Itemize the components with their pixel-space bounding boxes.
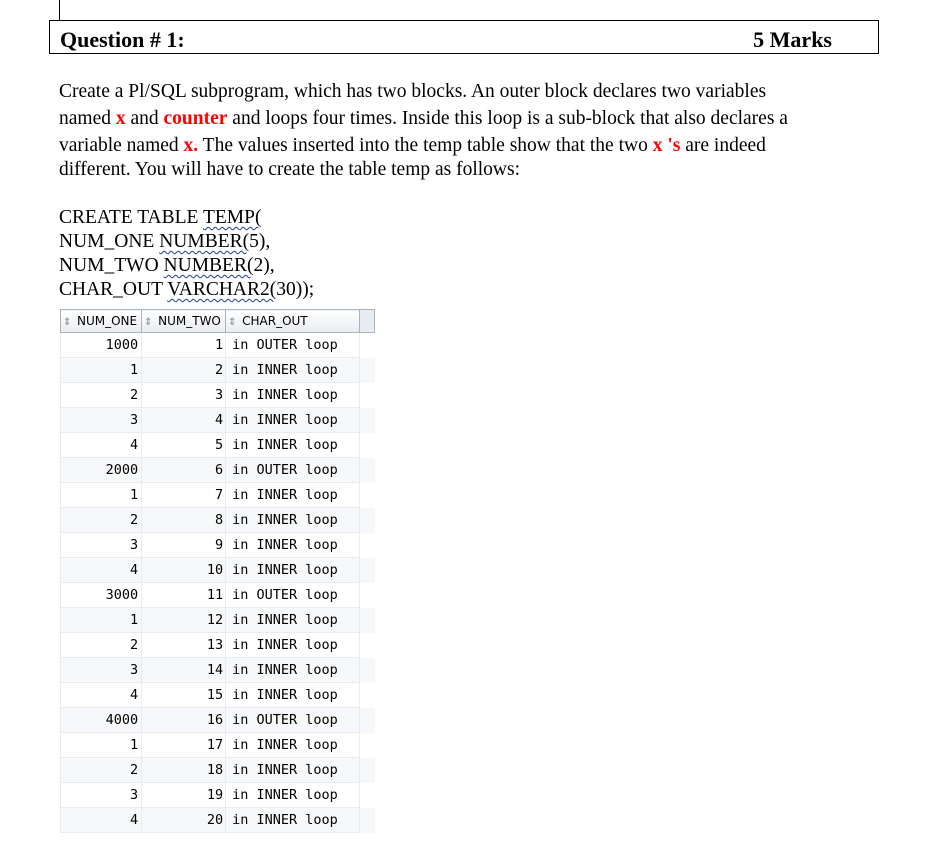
row-filler (360, 508, 375, 533)
table-row[interactable] (61, 783, 375, 808)
cell-num-two[interactable]: 18 (142, 758, 226, 783)
cell-num-one[interactable]: 4 (61, 558, 142, 583)
cell-num-one[interactable]: 4 (61, 808, 142, 833)
text-cursor-line (59, 0, 60, 20)
table-row[interactable] (61, 758, 375, 783)
description-line-2 (59, 105, 869, 132)
cell-num-two[interactable]: 9 (142, 533, 226, 558)
table-row[interactable] (61, 708, 375, 733)
cell-num-two[interactable]: 8 (142, 508, 226, 533)
column-header-num-one[interactable] (61, 310, 142, 333)
cell-char-out[interactable]: in INNER loop (226, 533, 360, 558)
row-filler (360, 658, 375, 683)
cell-num-one[interactable]: 1 (61, 483, 142, 508)
highlight-counter: counter (163, 108, 228, 129)
cell-char-out[interactable]: in INNER loop (226, 608, 360, 633)
table-row[interactable] (61, 508, 375, 533)
sort-icon[interactable]: ⇕ (63, 317, 72, 328)
cell-num-one[interactable]: 2000 (61, 458, 142, 483)
question-marks: 5 Marks (753, 27, 832, 52)
cell-num-one[interactable]: 1 (61, 358, 142, 383)
highlight-x: x. (183, 135, 199, 156)
sql-text: 5), (249, 231, 271, 252)
cell-char-out[interactable]: in INNER loop (226, 508, 360, 533)
cell-num-two[interactable]: 4 (142, 408, 226, 433)
cell-char-out[interactable]: in INNER loop (226, 808, 360, 833)
row-filler (360, 583, 375, 608)
table-row[interactable] (61, 533, 375, 558)
table-row[interactable] (61, 733, 375, 758)
table-row[interactable] (61, 558, 375, 583)
row-filler (360, 683, 375, 708)
cell-num-two[interactable]: 17 (142, 733, 226, 758)
row-filler (360, 733, 375, 758)
column-header-num-two[interactable] (142, 310, 226, 333)
cell-char-out[interactable]: in OUTER loop (226, 708, 360, 733)
cell-char-out[interactable]: in OUTER loop (226, 583, 360, 608)
row-filler (360, 608, 375, 633)
description-text: Create a Pl/SQL subprogram, which has two blocks. An outer block declares two variables (59, 81, 767, 102)
sql-text: 30)); (276, 279, 315, 300)
cell-char-out[interactable]: in INNER loop (226, 558, 360, 583)
column-label: CHAR_OUT (242, 314, 308, 328)
row-filler (360, 433, 375, 458)
row-filler (360, 533, 375, 558)
description-line-1 (59, 78, 869, 105)
sql-text-flagged: NUMBER( (163, 255, 254, 276)
table-row[interactable] (61, 633, 375, 658)
cell-num-two[interactable]: 1 (142, 333, 226, 358)
cell-char-out[interactable]: in INNER loop (226, 633, 360, 658)
cell-char-out[interactable]: in INNER loop (226, 783, 360, 808)
cell-num-two[interactable]: 15 (142, 683, 226, 708)
cell-char-out[interactable]: in INNER loop (226, 358, 360, 383)
cell-num-one[interactable]: 4 (61, 683, 142, 708)
cell-num-one[interactable]: 4 (61, 433, 142, 458)
cell-num-one[interactable]: 1 (61, 608, 142, 633)
cell-num-two[interactable]: 3 (142, 383, 226, 408)
question-description (59, 78, 869, 181)
cell-char-out[interactable]: in INNER loop (226, 733, 360, 758)
table-row[interactable] (61, 383, 375, 408)
description-line-3 (59, 132, 869, 159)
row-filler (360, 383, 375, 408)
cell-num-two[interactable]: 16 (142, 708, 226, 733)
cell-num-one[interactable]: 1000 (61, 333, 142, 358)
row-filler (360, 408, 375, 433)
row-filler (360, 808, 375, 833)
table-row[interactable] (61, 608, 375, 633)
table-row[interactable] (61, 808, 375, 833)
description-line-4 (59, 159, 869, 181)
create-table-sql (59, 206, 314, 302)
description-text: different. You will have to create the table temp as follows: (59, 159, 521, 180)
sql-line-4 (59, 278, 314, 302)
cell-char-out[interactable]: in INNER loop (226, 758, 360, 783)
column-header-filler (360, 310, 375, 333)
row-filler (360, 783, 375, 808)
row-filler (360, 458, 375, 483)
row-filler (360, 333, 375, 358)
row-filler (360, 758, 375, 783)
table-row[interactable] (61, 458, 375, 483)
cell-num-two[interactable]: 12 (142, 608, 226, 633)
table-row[interactable] (61, 358, 375, 383)
table-row[interactable] (61, 583, 375, 608)
cell-char-out[interactable]: in INNER loop (226, 433, 360, 458)
sql-text: CHAR_OUT (59, 279, 168, 300)
column-label: NUM_TWO (158, 314, 221, 328)
sql-text-flagged: VARCHAR2( (167, 279, 277, 300)
table-row[interactable] (61, 433, 375, 458)
cell-num-two[interactable]: 2 (142, 358, 226, 383)
table-row[interactable] (61, 333, 375, 358)
cell-num-two[interactable]: 11 (142, 583, 226, 608)
description-text: are indeed (680, 135, 766, 156)
cell-char-out[interactable]: in INNER loop (226, 483, 360, 508)
cell-num-two[interactable]: 14 (142, 658, 226, 683)
cell-num-two[interactable]: 10 (142, 558, 226, 583)
cell-num-one[interactable]: 2 (61, 758, 142, 783)
row-filler (360, 708, 375, 733)
sql-line-3 (59, 254, 314, 278)
cell-num-one[interactable]: 3 (61, 783, 142, 808)
cell-num-two[interactable]: 7 (142, 483, 226, 508)
description-text: variable named (59, 135, 184, 156)
row-filler (360, 358, 375, 383)
description-text: and (125, 108, 164, 129)
description-text: The values inserted into the temp table show that the two (198, 135, 653, 156)
sql-line-1 (59, 206, 314, 230)
cell-char-out[interactable]: in INNER loop (226, 408, 360, 433)
sql-text: CREATE TABLE (59, 207, 203, 228)
cell-num-one[interactable]: 3 (61, 408, 142, 433)
cell-char-out[interactable]: in INNER loop (226, 683, 360, 708)
cell-char-out[interactable]: in INNER loop (226, 658, 360, 683)
cell-num-two[interactable]: 19 (142, 783, 226, 808)
cell-num-two[interactable]: 13 (142, 633, 226, 658)
sort-icon[interactable]: ⇕ (144, 317, 153, 328)
cell-num-two[interactable]: 5 (142, 433, 226, 458)
cell-num-one[interactable]: 3 (61, 658, 142, 683)
sql-text-flagged: TEMP( (202, 207, 262, 228)
cell-char-out[interactable]: in INNER loop (226, 383, 360, 408)
table-row[interactable] (61, 408, 375, 433)
question-header (49, 20, 879, 54)
cell-num-two[interactable]: 6 (142, 458, 226, 483)
sql-text: NUM_ONE (59, 231, 160, 252)
row-filler (360, 633, 375, 658)
cell-num-one[interactable]: 3 (61, 533, 142, 558)
question-title: Question # 1: (60, 27, 185, 52)
sql-line-2 (59, 230, 314, 254)
cell-num-two[interactable]: 20 (142, 808, 226, 833)
sql-text-flagged: NUMBER( (159, 231, 250, 252)
cell-num-one[interactable]: 4000 (61, 708, 142, 733)
cell-num-one[interactable]: 3000 (61, 583, 142, 608)
highlight-x: x (115, 108, 126, 129)
description-text: and loops four times. Inside this loop is a sub-block that also declares a (227, 108, 788, 129)
table-row[interactable] (61, 658, 375, 683)
sql-text: NUM_TWO (59, 255, 164, 276)
cell-char-out[interactable]: in OUTER loop (226, 333, 360, 358)
table-row[interactable] (61, 483, 375, 508)
highlight-xs: x 's (652, 135, 681, 156)
cell-num-one[interactable]: 2 (61, 508, 142, 533)
row-filler (360, 483, 375, 508)
row-filler (360, 558, 375, 583)
cell-num-one[interactable]: 1 (61, 733, 142, 758)
cell-num-one[interactable]: 2 (61, 633, 142, 658)
table-row[interactable] (61, 683, 375, 708)
cell-num-one[interactable]: 2 (61, 383, 142, 408)
grid-header-row (61, 310, 375, 333)
cell-char-out[interactable]: in OUTER loop (226, 458, 360, 483)
query-result-grid (60, 309, 375, 833)
description-text: named (59, 108, 116, 129)
sort-icon[interactable]: ⇕ (228, 317, 237, 328)
column-label: NUM_ONE (77, 314, 138, 328)
sql-text: 2), (253, 255, 275, 276)
column-header-char-out[interactable] (226, 310, 360, 333)
